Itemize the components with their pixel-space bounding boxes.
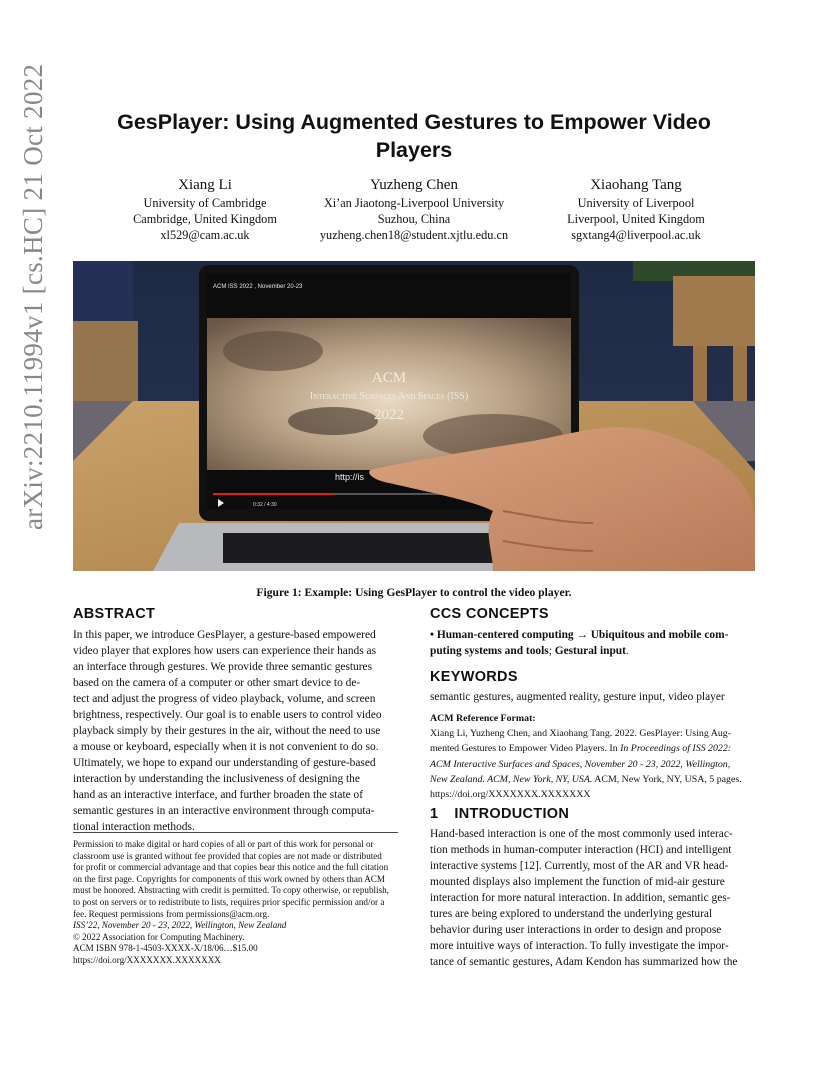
ccs-term: Gestural input (554, 645, 626, 657)
doi-line: https://doi.org/XXXXXXX.XXXXXXX (73, 954, 221, 965)
reference-proceedings: In Proceedings of ISS 2022: (620, 743, 732, 755)
banner-conference: Interactive Surfaces And Spaces (ISS) (309, 391, 469, 402)
ccs-line (430, 643, 760, 659)
abstract-line: tect and adjust the progress of video playback, volume, and screen (73, 693, 376, 705)
reference-label: ACM Reference Format: (430, 713, 536, 724)
author-name: Yuzheng Chen (370, 177, 458, 193)
abstract-line: tional interaction methods. (73, 821, 195, 833)
author-affiliation: University of Liverpool (577, 196, 695, 210)
permission-line: on the first page. Copyrights for components of this work owned by others than ACM (73, 873, 385, 884)
figure-caption: Figure 1: Example: Using GesPlayer to control the video player. (256, 586, 572, 599)
abstract-line: playback simply by their gestures in the air, without the need to use (73, 725, 381, 737)
reference-text: mented Gestures to Empower Video Players. In (430, 743, 621, 755)
permission-line: for profit or commercial advantage and that copies bear this notice and the full citation (73, 862, 389, 873)
abstract-line: interaction by understanding the inclusiveness of designing the (73, 773, 360, 785)
keyboard (223, 533, 523, 563)
arxiv-identifier-text: arXiv:2210.11994v1 [cs.HC] 21 Oct 2022 (18, 63, 48, 530)
screen-header-text: ACM ISS 2022 , November 20-23 (213, 284, 303, 290)
permission-line: must be honored. Abstracting with credit is permitted. To copy otherwise, or republish, (73, 885, 389, 896)
author-email: xl529@cam.ac.uk (160, 228, 250, 242)
reference-line: Xiang Li, Yuzheng Chen, and Xiaohang Tang. 2022. GesPlayer: Using Aug- (430, 728, 731, 740)
intro-line: tance of semantic gestures, Adam Kendon has summarized how the (430, 956, 738, 968)
intro-line: interaction for more natural interaction. In addition, semantic ges- (430, 892, 731, 904)
reference-venue: New Zealand. ACM, New York, NY, USA. (430, 773, 593, 785)
intro-line: interactive systems [12]. Currently, most of the AR and VR head- (430, 860, 729, 872)
reference-publisher: ACM, New York, NY, USA, 5 pages. (592, 773, 742, 785)
abstract-body (73, 627, 398, 835)
permission-line: fee. Request permissions from permissions@acm.org. (73, 908, 270, 919)
abstract-heading: ABSTRACT (73, 606, 156, 622)
ccs-term: puting systems and tools (430, 645, 549, 657)
banner-acm: ACM (371, 370, 407, 386)
permission-line: classroom use is granted without fee provided that copies are not made or distributed (73, 850, 382, 861)
acm-reference (430, 711, 760, 802)
venue-line: ISS’22, November 20 - 23, 2022, Wellington, New Zealand (73, 920, 287, 931)
keywords-heading: KEYWORDS (430, 669, 518, 685)
reference-doi: https://doi.org/XXXXXXX.XXXXXXX (430, 789, 591, 801)
cloud-shadow (223, 331, 323, 371)
ccs-separator: ; (548, 645, 555, 657)
author-name: Xiaohang Tang (590, 177, 682, 193)
abstract-line: a mouse or keyboard, especially when it is not convenient to do so. (73, 741, 379, 753)
author-name: Xiang Li (178, 177, 232, 193)
footnote-divider (73, 832, 398, 833)
intro-heading (430, 806, 569, 822)
author-location: Cambridge, United Kingdom (133, 212, 277, 226)
right-chair-back (673, 276, 755, 346)
permission-line: Permission to make digital or hard copies of all or part of this work for personal or (73, 839, 374, 849)
intro-line: behavior during user interactions in order to design and propose (430, 924, 722, 936)
ccs-end: . (625, 645, 629, 657)
cloud-shadow (288, 407, 378, 435)
intro-line: more intuitive ways of interaction. To fully investigate the impor- (430, 940, 729, 952)
reference-line (430, 772, 760, 787)
intro-line: tion methods in human-computer interaction (HCI) and intelligent (430, 844, 732, 856)
figure-illustration (73, 261, 755, 571)
reference-line: ACM Interactive Surfaces and Spaces, November 20 - 23, 2022, Wellington, (430, 758, 731, 770)
author-email: yuzheng.chen18@student.xjtlu.edu.cn (319, 228, 509, 242)
author-block-2 (294, 175, 534, 243)
url-text: http://is (335, 472, 365, 482)
intro-body (430, 826, 760, 970)
author-block-1 (95, 175, 315, 243)
author-location: Suzhou, China (377, 212, 451, 226)
author-affiliation: University of Cambridge (143, 196, 267, 210)
player-time: 0:32 / 4:30 (253, 502, 277, 508)
permission-notice (73, 839, 403, 967)
intro-line: tures are being explored to understand the underlying gestural (430, 908, 713, 920)
ccs-body (430, 627, 760, 659)
abstract-line: based on the camera of a computer or other smart device to de- (73, 677, 361, 689)
paper-title: GesPlayer: Using Augmented Gestures to Empower Video Players (117, 110, 711, 162)
banner-year: 2022 (374, 407, 404, 423)
abstract-line: brightness, respectively. Our goal is to enable users to control video (73, 709, 382, 721)
ccs-line: • Human-centered computing → Ubiquitous and mobile com- (430, 629, 729, 641)
author-email: sgxtang4@liverpool.ac.uk (571, 228, 701, 242)
author-location: Liverpool, United Kingdom (567, 212, 705, 226)
reference-line (430, 741, 760, 756)
abstract-line: hand as an interactive interface, and further broaden the state of (73, 789, 364, 801)
section-title: INTRODUCTION (454, 806, 570, 822)
copyright-line: © 2022 Association for Computing Machinery. (73, 931, 245, 942)
abstract-line: In this paper, we introduce GesPlayer, a gesture-based empowered (73, 629, 376, 641)
section-number: 1 (430, 806, 439, 822)
intro-line: mounted displays also implement the function of mid-air gesture (430, 876, 725, 888)
abstract-line: semantic gestures in an interactive environment through computa- (73, 805, 375, 817)
author-block-3 (526, 175, 746, 243)
abstract-line: Ultimately, we hope to expand our understanding of gesture-based (73, 757, 376, 769)
isbn-line: ACM ISBN 978-1-4503-XXXX-X/18/06…$15.00 (73, 943, 258, 954)
figure-photo (73, 261, 755, 571)
intro-line: Hand-based interaction is one of the most commonly used interac- (430, 828, 733, 840)
author-affiliation: Xi’an Jiaotong-Liverpool University (323, 196, 505, 210)
abstract-line: video player that explores how users can experience their hands as (73, 645, 377, 657)
permission-line: to post on servers or to redistribute to lists, requires prior specific permission and/or a (73, 896, 385, 907)
abstract-line: an interface through gestures. We provide three semantic gestures (73, 661, 373, 673)
keywords-text: semantic gestures, augmented reality, gesture input, video player (430, 691, 725, 703)
ccs-heading: CCS CONCEPTS (430, 606, 549, 622)
progress-fill (213, 493, 333, 495)
left-chair (73, 321, 138, 401)
